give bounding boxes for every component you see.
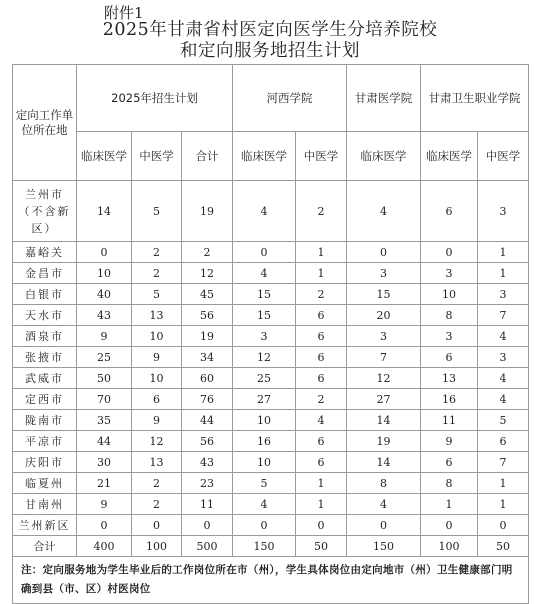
table-row — [13, 473, 529, 494]
value-cell: 1 — [296, 473, 347, 494]
value-cell: 150 — [233, 536, 296, 557]
value-cell: 2 — [296, 284, 347, 305]
subheader-hexi-clinical: 临床医学 — [233, 132, 296, 181]
region-cell: 定西市 — [13, 389, 77, 410]
value-cell: 8 — [421, 305, 478, 326]
value-cell: 0 — [478, 515, 529, 536]
document-title-line-1: 2025年甘肃省村医定向医学生分培养院校 — [102, 20, 438, 40]
value-cell: 5 — [478, 410, 529, 431]
region-cell: 白银市 — [13, 284, 77, 305]
value-cell: 5 — [132, 181, 182, 242]
value-cell: 15 — [233, 305, 296, 326]
value-cell: 0 — [421, 242, 478, 263]
value-cell: 10 — [233, 452, 296, 473]
value-cell: 40 — [77, 284, 132, 305]
value-cell: 3 — [421, 326, 478, 347]
value-cell: 1 — [478, 494, 529, 515]
value-cell: 11 — [182, 494, 233, 515]
value-cell: 6 — [478, 431, 529, 452]
value-cell: 50 — [296, 536, 347, 557]
footnote: 注：定向服务地为学生毕业后的工作岗位所在市（州），学生具体岗位由定向地市（州）卫生健康部门明确到县（市、区）村医岗位 — [13, 557, 529, 604]
value-cell: 2 — [182, 242, 233, 263]
value-cell: 2 — [132, 494, 182, 515]
value-cell: 15 — [347, 284, 421, 305]
value-cell: 3 — [233, 326, 296, 347]
value-cell: 70 — [77, 389, 132, 410]
value-cell: 1 — [296, 494, 347, 515]
value-cell: 3 — [347, 263, 421, 284]
value-cell: 3 — [347, 326, 421, 347]
value-cell: 9 — [132, 347, 182, 368]
value-cell: 50 — [478, 536, 529, 557]
value-cell: 8 — [347, 473, 421, 494]
value-cell: 43 — [182, 452, 233, 473]
value-cell: 14 — [347, 452, 421, 473]
value-cell: 500 — [182, 536, 233, 557]
table-row — [13, 515, 529, 536]
value-cell: 56 — [182, 305, 233, 326]
value-cell: 1 — [296, 242, 347, 263]
value-cell: 19 — [182, 326, 233, 347]
header-region: 定向工作单位所在地 — [13, 65, 77, 181]
table-row — [13, 389, 529, 410]
value-cell: 5 — [132, 284, 182, 305]
value-cell: 0 — [421, 515, 478, 536]
enrollment-plan-table — [12, 64, 529, 604]
value-cell: 100 — [421, 536, 478, 557]
region-cell: 庆阳市 — [13, 452, 77, 473]
value-cell: 44 — [182, 410, 233, 431]
value-cell: 6 — [296, 326, 347, 347]
value-cell: 12 — [233, 347, 296, 368]
value-cell: 6 — [296, 368, 347, 389]
value-cell: 6 — [421, 347, 478, 368]
table-body — [13, 181, 529, 557]
value-cell: 6 — [421, 181, 478, 242]
region-cell: 嘉峪关 — [13, 242, 77, 263]
value-cell: 12 — [182, 263, 233, 284]
value-cell: 6 — [296, 452, 347, 473]
value-cell: 4 — [347, 181, 421, 242]
value-cell: 60 — [182, 368, 233, 389]
table-row — [13, 368, 529, 389]
attachment-label: 附件1 — [104, 4, 144, 22]
value-cell: 4 — [478, 368, 529, 389]
value-cell: 0 — [132, 515, 182, 536]
value-cell: 4 — [478, 326, 529, 347]
value-cell: 34 — [182, 347, 233, 368]
value-cell: 3 — [478, 347, 529, 368]
table-row — [13, 305, 529, 326]
value-cell: 2 — [132, 473, 182, 494]
value-cell: 13 — [421, 368, 478, 389]
value-cell: 0 — [77, 242, 132, 263]
value-cell: 12 — [132, 431, 182, 452]
value-cell: 4 — [478, 389, 529, 410]
table-row — [13, 494, 529, 515]
value-cell: 4 — [233, 263, 296, 284]
table-row — [13, 431, 529, 452]
subheader-plan-tcm: 中医学 — [132, 132, 182, 181]
subheader-health-tcm: 中医学 — [478, 132, 529, 181]
value-cell: 100 — [132, 536, 182, 557]
value-cell: 35 — [77, 410, 132, 431]
value-cell: 1 — [478, 242, 529, 263]
value-cell: 150 — [347, 536, 421, 557]
value-cell: 2 — [132, 242, 182, 263]
value-cell: 20 — [347, 305, 421, 326]
value-cell: 0 — [233, 242, 296, 263]
value-cell: 400 — [77, 536, 132, 557]
value-cell: 16 — [233, 431, 296, 452]
value-cell: 4 — [296, 410, 347, 431]
value-cell: 23 — [182, 473, 233, 494]
value-cell: 16 — [421, 389, 478, 410]
subheader-hexi-tcm: 中医学 — [296, 132, 347, 181]
value-cell: 9 — [421, 431, 478, 452]
region-cell: 武威市 — [13, 368, 77, 389]
table-row — [13, 410, 529, 431]
value-cell: 14 — [347, 410, 421, 431]
value-cell: 7 — [478, 452, 529, 473]
table-row — [13, 263, 529, 284]
value-cell: 1 — [478, 263, 529, 284]
value-cell: 1 — [478, 473, 529, 494]
value-cell: 8 — [421, 473, 478, 494]
value-cell: 14 — [77, 181, 132, 242]
header-hexi-college: 河西学院 — [233, 65, 347, 132]
value-cell: 2 — [132, 263, 182, 284]
table-row — [13, 452, 529, 473]
value-cell: 19 — [347, 431, 421, 452]
region-cell: 临夏州 — [13, 473, 77, 494]
value-cell: 10 — [233, 410, 296, 431]
value-cell: 0 — [77, 515, 132, 536]
value-cell: 10 — [132, 326, 182, 347]
region-cell: 金昌市 — [13, 263, 77, 284]
value-cell: 56 — [182, 431, 233, 452]
subheader-gansu-med-clinical: 临床医学 — [347, 132, 421, 181]
value-cell: 43 — [77, 305, 132, 326]
value-cell: 0 — [296, 515, 347, 536]
value-cell: 25 — [77, 347, 132, 368]
value-cell: 13 — [132, 305, 182, 326]
value-cell: 11 — [421, 410, 478, 431]
header-gansu-health-vocational-college: 甘肃卫生职业学院 — [421, 65, 529, 132]
region-cell: 兰州市（不含新区） — [13, 181, 77, 242]
value-cell: 3 — [478, 284, 529, 305]
region-cell: 天水市 — [13, 305, 77, 326]
value-cell: 7 — [347, 347, 421, 368]
value-cell: 2 — [296, 389, 347, 410]
value-cell: 10 — [132, 368, 182, 389]
subheader-plan-clinical: 临床医学 — [77, 132, 132, 181]
value-cell: 10 — [77, 263, 132, 284]
value-cell: 4 — [347, 494, 421, 515]
region-cell: 平凉市 — [13, 431, 77, 452]
value-cell: 6 — [296, 347, 347, 368]
document-title-line-2: 和定向服务地招生计划 — [180, 41, 360, 61]
value-cell: 0 — [182, 515, 233, 536]
value-cell: 9 — [77, 326, 132, 347]
value-cell: 3 — [421, 263, 478, 284]
value-cell: 10 — [421, 284, 478, 305]
value-cell: 27 — [347, 389, 421, 410]
value-cell: 25 — [233, 368, 296, 389]
value-cell: 21 — [77, 473, 132, 494]
table-row — [13, 326, 529, 347]
table-row — [13, 181, 529, 242]
value-cell: 12 — [347, 368, 421, 389]
subheader-plan-total: 合计 — [182, 132, 233, 181]
value-cell: 6 — [296, 305, 347, 326]
value-cell: 15 — [233, 284, 296, 305]
table-row — [13, 284, 529, 305]
value-cell: 30 — [77, 452, 132, 473]
value-cell: 5 — [233, 473, 296, 494]
value-cell: 0 — [347, 242, 421, 263]
region-cell: 酒泉市 — [13, 326, 77, 347]
value-cell: 1 — [421, 494, 478, 515]
value-cell: 6 — [421, 452, 478, 473]
value-cell: 19 — [182, 181, 233, 242]
value-cell: 4 — [233, 181, 296, 242]
value-cell: 27 — [233, 389, 296, 410]
value-cell: 76 — [182, 389, 233, 410]
value-cell: 9 — [132, 410, 182, 431]
region-cell: 兰州新区 — [13, 515, 77, 536]
value-cell: 45 — [182, 284, 233, 305]
value-cell: 4 — [233, 494, 296, 515]
value-cell: 7 — [478, 305, 529, 326]
value-cell: 0 — [233, 515, 296, 536]
header-plan-2025: 2025年招生计划 — [77, 65, 233, 132]
value-cell: 13 — [132, 452, 182, 473]
region-cell: 合计 — [13, 536, 77, 557]
value-cell: 3 — [478, 181, 529, 242]
region-cell: 陇南市 — [13, 410, 77, 431]
region-cell: 甘南州 — [13, 494, 77, 515]
total-row — [13, 536, 529, 557]
table-row — [13, 242, 529, 263]
table-row — [13, 347, 529, 368]
value-cell: 0 — [347, 515, 421, 536]
subheader-health-clinical: 临床医学 — [421, 132, 478, 181]
value-cell: 2 — [296, 181, 347, 242]
value-cell: 6 — [296, 431, 347, 452]
value-cell: 9 — [77, 494, 132, 515]
value-cell: 1 — [296, 263, 347, 284]
value-cell: 50 — [77, 368, 132, 389]
region-cell: 张掖市 — [13, 347, 77, 368]
value-cell: 44 — [77, 431, 132, 452]
header-gansu-medical-college: 甘肃医学院 — [347, 65, 421, 132]
value-cell: 6 — [132, 389, 182, 410]
